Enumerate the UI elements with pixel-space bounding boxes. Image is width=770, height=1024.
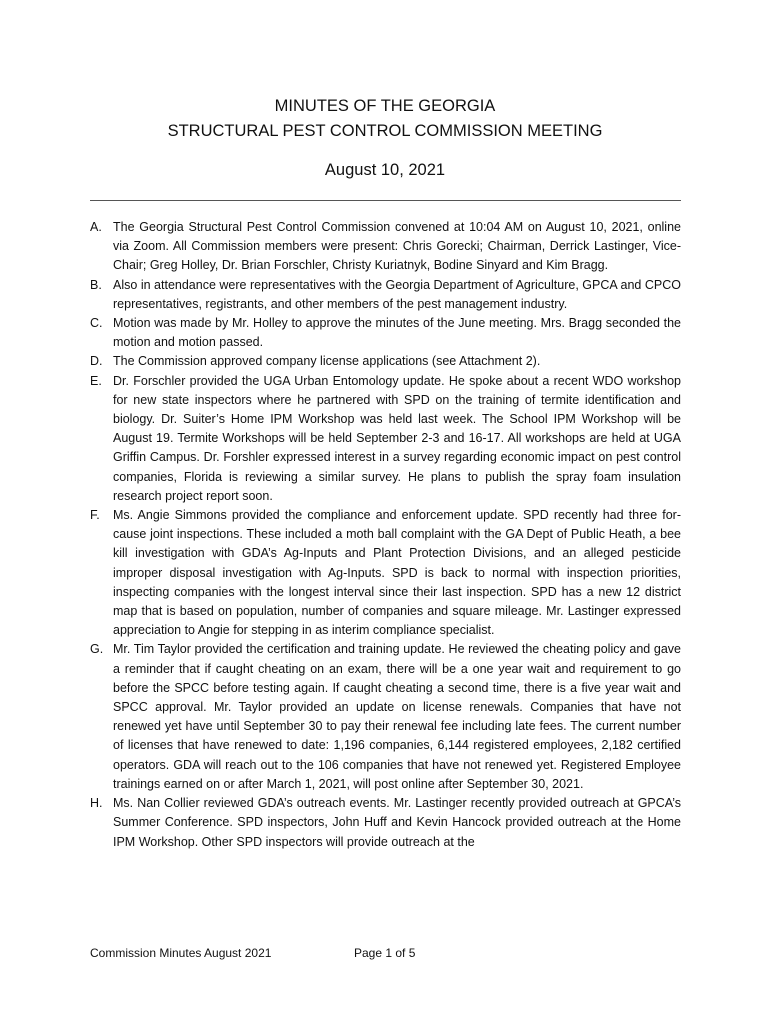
minutes-item-h [90,794,681,852]
item-text: Ms. Angie Simmons provided the compliance and enforcement update. SPD recently had three for-cause joint inspections. These included a moth ball complaint with the GA Dept of Public Heath, a bee kill investigation with GDA’s Ag-Inputs and Plant Protection Divisions, and an alleged pesticide improper disposal investigation with Ag-Inputs. SPD is back to normal with inspection priorities, inspecting companies with the longest interval since their last inspection. SPD has a new 12 district map that is based on population, number of companies and square mileage. Mr. Lastinger expressed appreciation to Angie for stepping in as interim compliance specialist. [113,508,681,638]
item-text: Dr. Forschler provided the UGA Urban Entomology update. He spoke about a recent WDO workshop for new state inspectors where he partnered with SPD on the training of termite identification and biology. Dr. Suiter’s Home IPM Workshop was held last week. The School IPM Workshop will be August 19. Termite Workshops will be held September 2-3 and 16-17. All workshops are held at UGA Griffin Campus. Dr. Forshler expressed interest in a survey regarding economic impact on pest control companies, Florida is reviewing a similar survey. He plans to publish the spray foam insulation research project report soon. [113,373,681,503]
item-letter: E. [90,373,102,388]
item-text: Mr. Tim Taylor provided the certification and training update. He reviewed the cheating policy and gave a reminder that if caught cheating on an exam, there will be a one year wait and requirement to go before the SPCC before testing again. If caught cheating a second time, there is a five year wait and SPCC approval. Mr. Taylor provided an update on license renewals. Companies that have not renewed yet have until September 30 to pay their renewal fee including late fees. The current number of licenses that have renewed to date: 1,196 companies, 6,144 registered employees, 2,182 certified operators. GDA will reach out to the 106 companies that have not renewed yet. Registered Employee trainings earned on or after March 1, 2021, will post online after September 30, 2021. [113,642,681,791]
item-text: Also in attendance were representatives with the Georgia Department of Agriculture, GPCA and CPCO representatives, registrants, and other members of the pest management industry. [113,277,681,311]
item-text: Motion was made by Mr. Holley to approve the minutes of the June meeting. Mrs. Bragg seconded the motion and motion passed. [113,316,681,350]
minutes-item-g [90,640,681,794]
item-letter: C. [90,316,103,331]
item-letter: F. [90,508,100,523]
minutes-item-f [90,506,681,640]
title-divider [90,200,681,201]
item-letter: B. [90,277,102,292]
item-letter: G. [90,642,104,657]
item-text: Ms. Nan Collier reviewed GDA’s outreach events. Mr. Lastinger recently provided outreach at GPCA’s Summer Conference. SPD inspectors, John Huff and Kevin Hancock provided outreach at the Home IPM Workshop. Other SPD inspectors will provide outreach at the [113,796,681,849]
document-title-line-2: STRUCTURAL PEST CONTROL COMMISSION MEETING [167,122,603,140]
minutes-item-c [90,314,681,352]
footer-page-number: Page 1 of 5 [354,946,416,960]
item-text: The Commission approved company license applications (see Attachment 2). [113,354,541,369]
minutes-list [90,218,681,852]
document-title-line-1: MINUTES OF THE GEORGIA [274,97,496,115]
minutes-item-e [90,372,681,506]
item-letter: A. [90,220,102,234]
meeting-date: August 10, 2021 [324,161,446,179]
item-letter: D. [90,354,103,369]
minutes-item-a [90,218,681,276]
item-letter: H. [90,796,103,811]
minutes-item-d [90,352,681,371]
footer-document-name: Commission Minutes August 2021 [90,946,272,960]
item-text: The Georgia Structural Pest Control Commission convened at 10:04 AM on August 10, 2021, online via Zoom. All Commission members were present: Chris Gorecki; Chairman, Derrick Lastinger, Vice-Chair; Greg Holley, Dr. Brian Forschler, Christy Kuriatnyk, Bodine Sinyard and Kim Bragg. [113,220,681,273]
minutes-item-b [90,276,681,314]
